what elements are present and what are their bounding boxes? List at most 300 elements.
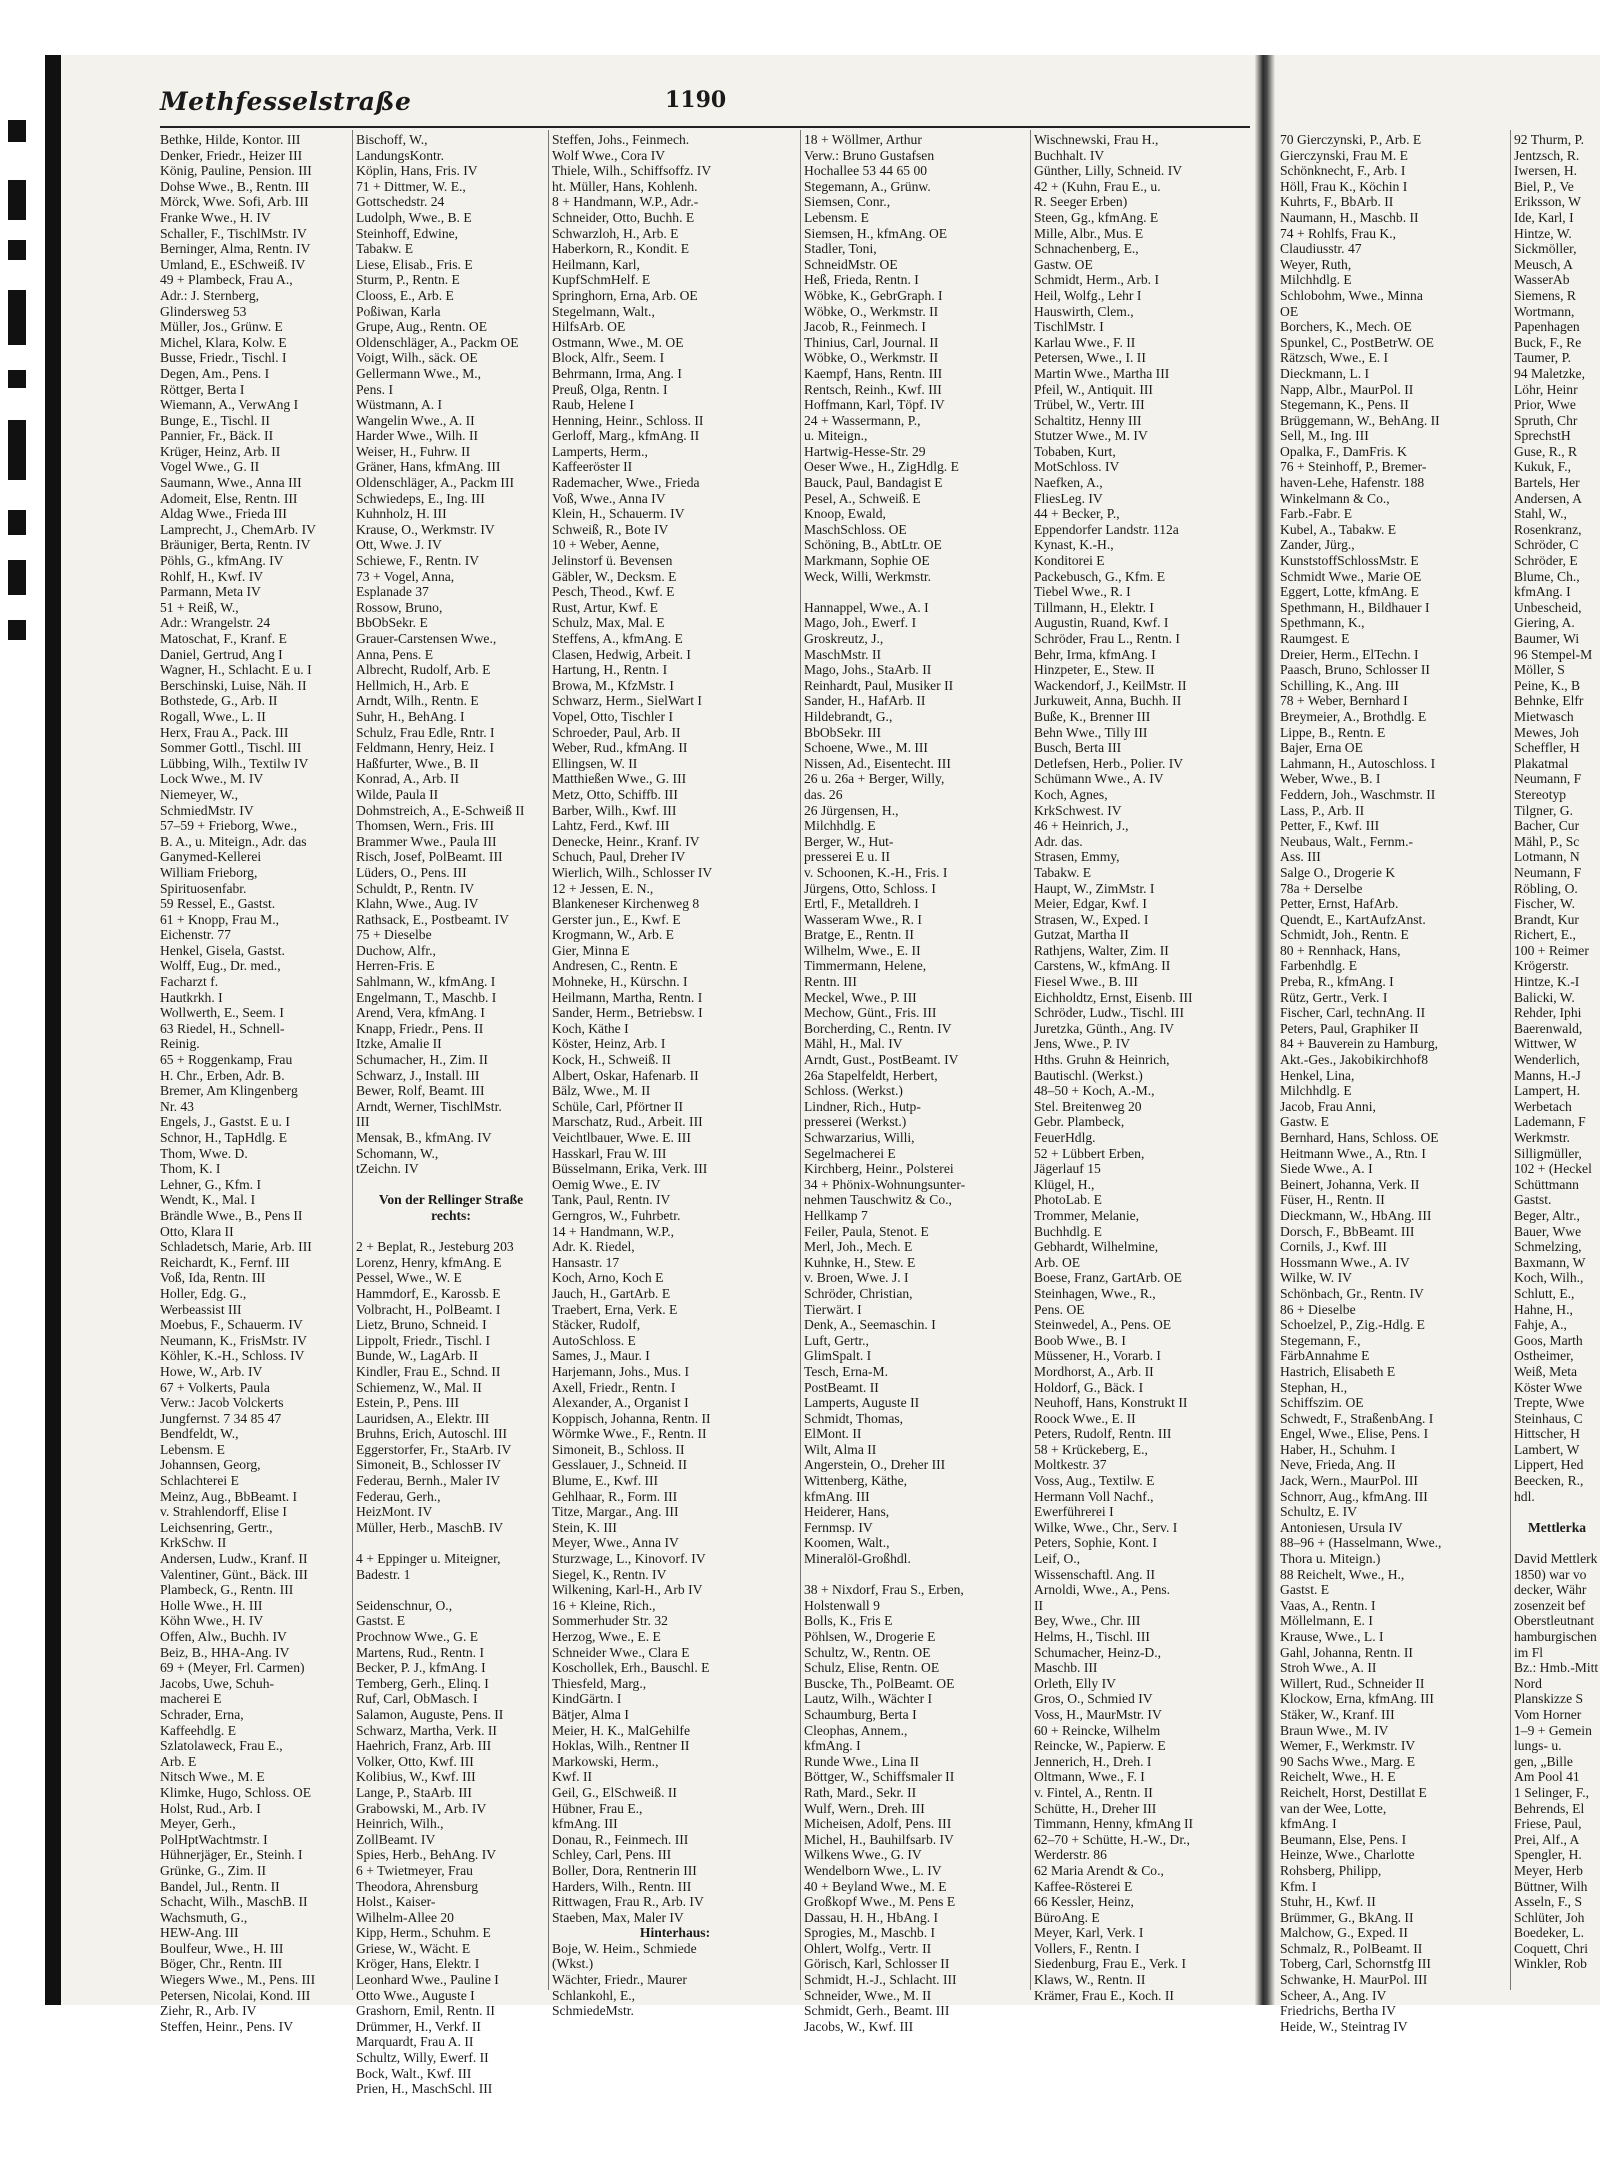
directory-entry: Herzog, Wwe., E. E: [552, 1629, 661, 1644]
directory-entry: KrkSchw. II: [160, 1535, 227, 1551]
directory-entry: [356, 1224, 546, 1240]
directory-entry: Fiesel Wwe., B. III: [1034, 974, 1138, 990]
directory-entry: Ewerführerei I: [1034, 1504, 1114, 1520]
directory-entry: Dreier, Herm., ElTechn. I: [1280, 646, 1419, 662]
directory-entry: Rittwagen, Frau R., Arb. IV: [552, 1894, 704, 1910]
directory-entry: Rath, Mard., Sekr. II: [804, 1784, 917, 1800]
directory-entry: Eggert, Lotte, kfmAng. E: [1280, 584, 1419, 600]
directory-entry: Steen, Gg., kfmAng. E: [1034, 209, 1159, 225]
directory-entry: Milchhdlg. E: [804, 818, 876, 834]
directory-entry: Lambert, W: [1514, 1441, 1580, 1457]
directory-entry: Beiz, B., HHA-Ang. IV: [160, 1644, 290, 1660]
directory-entry: Rossow, Bruno,: [356, 599, 443, 615]
directory-entry: [356, 1582, 546, 1598]
directory-entry: Angerstein, O., Dreher III: [804, 1457, 946, 1473]
directory-entry: BbObSekr. E: [356, 615, 428, 631]
directory-entry: Rütz, Gertr., Verk. I: [1280, 989, 1388, 1005]
directory-entry: Behnke, Elfr: [1514, 693, 1584, 709]
directory-entry: Simoneit, B., Schloss. II: [552, 1441, 685, 1457]
directory-entry: Knapp, Friedr., Pens. II: [356, 1020, 484, 1036]
directory-entry: Segelmacherei E: [804, 1145, 896, 1161]
directory-entry: Siegel, K., Rentn. IV: [552, 1566, 667, 1582]
directory-entry: Schroeder, Paul, Arb. II: [552, 724, 681, 740]
directory-entry: Lübbing, Wilh., Textilw IV: [160, 755, 309, 771]
directory-entry: Jurkuweit, Anna, Buchh. II: [1034, 693, 1182, 709]
directory-entry: 46 + Heinrich, J.,: [1034, 818, 1129, 834]
directory-entry: Volbracht, H., PolBeamt. I: [356, 1301, 501, 1317]
directory-entry: H. Chr., Erben, Adr. B.: [160, 1067, 285, 1083]
directory-entry: Arend, Vera, kfmAng. I: [356, 1005, 485, 1021]
directory-entry: Dassau, H. H., HbAng. I: [804, 1909, 939, 1925]
directory-entry: 52 + Lübbert Erben,: [1034, 1145, 1145, 1161]
directory-entry: hdl.: [1514, 1488, 1535, 1504]
directory-entry: Bendfeldt, W.,: [160, 1426, 239, 1442]
directory-entry: Hossmann Wwe., A. IV: [1280, 1254, 1410, 1270]
directory-entry: Schuldt, P., Rentn. IV: [356, 880, 475, 896]
directory-entry: Gäbler, W., Decksm. E: [552, 568, 677, 584]
directory-column: [160, 132, 350, 2034]
directory-entry: Umland, E., ESchweiß. IV: [160, 256, 306, 272]
page-number: 1190: [665, 87, 727, 113]
directory-entry: Gier, Minna E: [552, 942, 630, 958]
directory-entry: Schöning, B., AbtLtr. OE: [804, 537, 942, 553]
directory-entry: 62 Maria Arendt & Co.,: [1034, 1862, 1164, 1878]
directory-entry: Wöbke, K., GebrGraph. I: [804, 287, 943, 303]
directory-entry: Peters, Sophie, Kont. I: [1034, 1535, 1158, 1551]
directory-entry: Rätzsch, Wwe., E. I: [1280, 350, 1389, 366]
directory-entry: Voss, H., MaurMstr. IV: [1034, 1706, 1162, 1722]
directory-entry: Theodora, Ahrensburg: [356, 1878, 479, 1894]
directory-entry: Mettlerka: [1527, 1519, 1587, 1535]
directory-entry: Schütte, H., Dreher III: [1034, 1800, 1157, 1816]
directory-entry: Alexander, A., Organist I: [552, 1395, 689, 1411]
directory-entry: kfmAng. I: [804, 1738, 861, 1754]
directory-entry: Schiemenz, W., Mal. II: [356, 1379, 482, 1395]
directory-entry: TischlMstr. I: [1034, 319, 1104, 335]
directory-column: [552, 132, 798, 2019]
directory-entry: Voß, Ida, Rentn. III: [160, 1270, 266, 1286]
directory-entry: Daniel, Gertrud, Ang I: [160, 646, 283, 662]
directory-entry: Juretzka, Günth., Ang. IV: [1034, 1020, 1175, 1036]
directory-entry: Hartung, H., Rentn. I: [552, 662, 668, 678]
directory-entry: 38 + Nixdorf, Frau S., Erben,: [804, 1582, 964, 1598]
directory-entry: Nord: [1514, 1675, 1542, 1691]
directory-entry: Vom Horner: [1514, 1706, 1582, 1722]
directory-entry: das. 26: [804, 786, 843, 802]
directory-entry: 70 Gierczynski, P., Arb. E: [1280, 132, 1422, 147]
directory-entry: Bratge, E., Rentn. II: [804, 927, 914, 943]
directory-entry: Müssener, H., Vorarb. I: [1034, 1348, 1161, 1364]
directory-entry: Blume, E., Kwf. III: [552, 1473, 659, 1489]
directory-entry: Schacht, Wilh., MaschB. II: [160, 1894, 308, 1910]
directory-entry: Borcherding, C., Rentn. IV: [804, 1020, 952, 1036]
directory-entry: Bernhard, Hans, Schloss. OE: [1280, 1130, 1439, 1145]
directory-entry: FeuerHdlg.: [1034, 1130, 1096, 1145]
directory-entry: 26 Jürgensen, H.,: [804, 802, 899, 818]
directory-entry: 14 + Handmann, W.P.,: [552, 1223, 675, 1239]
directory-entry: Reichelt, Horst, Destillat E: [1280, 1784, 1427, 1800]
directory-entry: Wendt, K., Mal. I: [160, 1192, 256, 1208]
directory-entry: kfmAng. III: [804, 1488, 870, 1504]
directory-entry: Schönknecht, F., Arb. I: [1280, 163, 1406, 179]
directory-entry: Packebusch, G., Kfm. E: [1034, 568, 1165, 584]
directory-entry: Hinterhaus:: [639, 1925, 711, 1941]
directory-entry: Coquett, Chri: [1514, 1940, 1589, 1956]
directory-entry: 1850) war vo: [1514, 1566, 1587, 1582]
directory-entry: Degen, Am., Pens. I: [160, 365, 270, 381]
directory-entry: Weiß, Meta: [1514, 1363, 1578, 1379]
street-title: Methfesselstraße: [160, 87, 412, 116]
directory-entry: Schwiedeps, E., Ing. III: [356, 490, 485, 506]
directory-entry: Adr.: Wrangelstr. 24: [160, 615, 271, 631]
directory-entry: Gastst.: [1514, 1192, 1552, 1208]
directory-entry: Albert, Oskar, Hafenarb. II: [552, 1067, 699, 1083]
directory-entry: Siede Wwe., A. I: [1280, 1161, 1373, 1177]
directory-entry: Lebensm. E: [160, 1441, 225, 1457]
directory-entry: Boob Wwe., B. I: [1034, 1332, 1126, 1348]
directory-entry: Gehlhaar, R., Form. III: [552, 1488, 678, 1504]
directory-entry: [1514, 1535, 1600, 1551]
directory-entry: Boje, W. Heim., Schmiede: [552, 1940, 697, 1956]
directory-entry: v. Fintel, A., Rentn. II: [1034, 1784, 1153, 1800]
directory-entry: Taumer, P.: [1514, 350, 1572, 366]
directory-entry: Staeben, Max, Maler IV: [552, 1909, 684, 1925]
directory-entry: Schweiß, R., Bote IV: [552, 521, 669, 537]
directory-entry: 69 + (Meyer, Frl. Carmen): [160, 1660, 305, 1676]
column-divider: [1030, 130, 1031, 1990]
directory-entry: Jacob, R., Feinmech. I: [804, 319, 926, 335]
directory-entry: Schumacher, Heinz-D.,: [1034, 1644, 1162, 1660]
directory-entry: im Fl: [1514, 1644, 1544, 1660]
directory-entry: Boller, Dora, Rentnerin III: [552, 1862, 697, 1878]
directory-entry: Harjemann, Johs., Mus. I: [552, 1363, 690, 1379]
directory-entry: Müller, Herb., MaschB. IV: [356, 1519, 504, 1535]
directory-entry: Tesch, Erna-M.: [804, 1363, 888, 1379]
directory-entry: Franke Wwe., H. IV: [160, 209, 271, 225]
directory-entry: Werbeassist III: [160, 1301, 242, 1317]
directory-entry: Schwarzarius, Willi,: [804, 1130, 915, 1145]
directory-entry: Behrends, El: [1514, 1800, 1585, 1816]
directory-entry: Lindner, Rich., Hutp-: [804, 1098, 921, 1114]
directory-entry: Schlachterei E: [160, 1473, 239, 1489]
directory-entry: Hasskarl, Frau W. III: [552, 1145, 667, 1161]
directory-entry: Hauswirth, Clem.,: [1034, 303, 1134, 319]
directory-entry: Schröder, Ludw., Tischl. III: [1034, 1005, 1184, 1021]
directory-entry: Weyer, Ruth,: [1280, 256, 1352, 272]
directory-entry: Schmidt, H.-J., Schlacht. III: [804, 1972, 957, 1988]
directory-entry: Brandt, Kur: [1514, 911, 1579, 927]
directory-entry: Papenhagen: [1514, 319, 1580, 335]
directory-entry: Lampert, H.: [1514, 1083, 1581, 1099]
directory-entry: Gesslauer, J., Schneid. II: [552, 1457, 687, 1473]
directory-entry: Reichelt, Wwe., H. E: [1280, 1769, 1396, 1785]
directory-entry: [356, 1177, 546, 1193]
directory-entry: Jungfernst. 7 34 85 47: [160, 1410, 282, 1426]
directory-entry: Leif, O.,: [1034, 1551, 1081, 1567]
directory-entry: Holst, Rud., Arb. I: [160, 1800, 261, 1816]
directory-entry: Stuhr, H., Kwf. II: [1280, 1894, 1376, 1910]
directory-entry: Büsselmann, Erika, Verk. III: [552, 1161, 708, 1177]
directory-entry: Peters, Rudolf, Rentn. III: [1034, 1426, 1172, 1442]
directory-entry: Voß, Wwe., Anna IV: [552, 490, 666, 506]
directory-entry: Rohsberg, Philipp,: [1280, 1862, 1382, 1878]
directory-entry: Fischer, W.: [1514, 896, 1576, 912]
directory-entry: 102 + (Heckel: [1514, 1161, 1592, 1177]
directory-entry: Lamprecht, J., ChemArb. IV: [160, 521, 316, 537]
directory-entry: Mille, Albr., Mus. E: [1034, 225, 1144, 241]
directory-entry: Petter, Ernst, HafArb.: [1280, 896, 1399, 912]
directory-entry: Wulf, Wern., Dreh. III: [804, 1800, 925, 1816]
directory-entry: Marquardt, Frau A. II: [356, 2034, 474, 2050]
directory-entry: Schönbach, Gr., Rentn. IV: [1280, 1285, 1424, 1301]
directory-entry: Thiesfeld, Marg.,: [552, 1675, 647, 1691]
directory-entry: Richert, E.,: [1514, 927, 1576, 943]
directory-entry: ht. Müller, Hans, Kohlenh.: [552, 178, 698, 194]
directory-entry: Schaltitz, Henny III: [1034, 412, 1142, 428]
directory-entry: Werkmstr.: [1514, 1130, 1570, 1145]
directory-entry: Stegemann, K., Pens. II: [1280, 397, 1409, 413]
directory-entry: Schröder, E: [1514, 553, 1578, 569]
directory-entry: Ide, Karl, I: [1514, 209, 1574, 225]
directory-entry: Lippolt, Friedr., Tischl. I: [356, 1332, 491, 1348]
directory-entry: Ott, Wwe. J. IV: [356, 537, 442, 553]
directory-entry: Gräner, Hans, kfmAng. III: [356, 459, 501, 475]
directory-entry: Gerster jun., E., Kwf. E: [552, 911, 681, 927]
directory-entry: Sander, Herm., Betriebsw. I: [552, 1005, 703, 1021]
directory-entry: Klein, H., Schauerm. IV: [552, 506, 685, 522]
directory-entry: Michel, Klara, Kolw. E: [160, 334, 287, 350]
directory-entry: Dohse Wwe., B., Rentn. III: [160, 178, 309, 194]
directory-entry: Fernmsp. IV: [804, 1519, 873, 1535]
directory-entry: Duchow, Alfr.,: [356, 942, 436, 958]
directory-entry: haven-Lehe, Hafenstr. 188: [1280, 475, 1425, 491]
directory-entry: Eppendorfer Landstr. 112a: [1034, 521, 1179, 537]
directory-entry: Günther, Lilly, Schneid. IV: [1034, 163, 1183, 179]
directory-entry: van der Wee, Lotte,: [1280, 1800, 1387, 1816]
directory-entry: Kwf. II: [552, 1769, 593, 1785]
directory-entry: Martens, Rud., Rentn. I: [356, 1644, 484, 1660]
directory-entry: 66 Kessler, Heinz,: [1034, 1894, 1134, 1910]
directory-entry: Drümmer, H., Verkf. II: [356, 2018, 481, 2034]
directory-entry: Schiewe, F., Rentn. IV: [356, 553, 480, 569]
directory-entry: BbObSekr. III: [804, 724, 882, 740]
directory-entry: Schulz, Max, Mal. E: [552, 615, 665, 631]
directory-entry: Grashorn, Emil, Rentn. II: [356, 2003, 495, 2019]
directory-entry: Wemer, F., Werkmstr. IV: [1280, 1738, 1416, 1754]
directory-entry: Lautz, Wilh., Wächter I: [804, 1691, 933, 1707]
directory-entry: Hildebrandt, G.,: [804, 708, 893, 724]
directory-entry: Arnoldi, Wwe., A., Pens.: [1034, 1582, 1171, 1598]
directory-entry: III: [356, 1114, 370, 1130]
directory-entry: Krämer, Frau E., Koch. II: [1034, 1987, 1174, 2003]
directory-entry: Petersen, Nicolai, Kond. III: [160, 1987, 311, 2003]
directory-entry: KupfSchmHelf. E: [552, 272, 651, 288]
page-header: [160, 85, 1250, 125]
directory-entry: Mähl, H., Mal. IV: [804, 1036, 903, 1052]
directory-entry: 1 Selinger, F.,: [1514, 1784, 1590, 1800]
directory-entry: Möller, S: [1514, 662, 1565, 678]
directory-entry: Hammdorf, E., Karossb. E: [356, 1285, 501, 1301]
directory-entry: Scheer, A., Ang. IV: [1280, 1987, 1387, 2003]
directory-entry: Wilhelm-Allee 20: [356, 1909, 454, 1925]
directory-entry: Moebus, F., Schauerm. IV: [160, 1317, 303, 1333]
directory-entry: Wörmke Wwe., F., Rentn. II: [552, 1426, 707, 1442]
directory-entry: Paasch, Bruno, Schlosser II: [1280, 662, 1430, 678]
directory-entry: Markowski, Herm.,: [552, 1753, 659, 1769]
directory-entry: [804, 584, 1028, 600]
directory-entry: Facharzt f.: [160, 974, 219, 990]
directory-entry: Pfeil, W., Antiquit. III: [1034, 381, 1153, 397]
directory-entry: Axell, Friedr., Rentn. I: [552, 1379, 676, 1395]
directory-entry: Hartwig-Hesse-Str. 29: [804, 443, 926, 459]
directory-entry: Hintze, K.-I: [1514, 974, 1580, 990]
directory-entry: Braun Wwe., M. IV: [1280, 1722, 1389, 1738]
directory-entry: Kubel, A., Tabakw. E: [1280, 521, 1397, 537]
directory-entry: Trommer, Melanie,: [1034, 1207, 1140, 1223]
directory-entry: Lock Wwe., M. IV: [160, 771, 264, 787]
directory-entry: Vaas, A., Rentn. I: [1280, 1597, 1376, 1613]
directory-entry: Thora u. Miteign.): [1280, 1551, 1381, 1567]
directory-entry: II: [1034, 1597, 1044, 1613]
directory-entry: Lahmann, H., Autoschloss. I: [1280, 755, 1436, 771]
directory-entry: Neve, Frieda, Ang. II: [1280, 1457, 1396, 1473]
directory-entry: Bräuniger, Berta, Rentn. IV: [160, 537, 311, 553]
directory-entry: Klügel, H.,: [1034, 1176, 1095, 1192]
directory-entry: Badestr. 1: [356, 1566, 411, 1582]
directory-entry: Ass. III: [1280, 849, 1321, 865]
directory-entry: 86 + Dieselbe: [1280, 1301, 1356, 1317]
directory-entry: Saumann, Wwe., Anna III: [160, 475, 302, 491]
directory-entry: Hoffmann, Karl, Töpf. IV: [804, 397, 945, 413]
directory-entry: Meyer, Wwe., Anna IV: [552, 1535, 679, 1551]
directory-entry: Adr.: J. Sternberg,: [160, 287, 260, 303]
directory-entry: Mähl, P., Sc: [1514, 833, 1580, 849]
directory-entry: Schmidt Wwe., Marie OE: [1280, 568, 1422, 584]
directory-entry: Andresen, C., Rentn. E: [552, 958, 678, 974]
directory-entry: Heide, W., Steintrag IV: [1280, 2018, 1408, 2034]
directory-entry: 12 + Jessen, E. N.,: [552, 880, 654, 896]
directory-entry: Spies, Herb., BehAng. IV: [356, 1847, 497, 1863]
directory-entry: KrkSchwest. IV: [1034, 802, 1122, 818]
directory-entry: 88 Reichelt, Wwe., H.,: [1280, 1566, 1405, 1582]
directory-entry: Schulz, Elise, Rentn. OE: [804, 1660, 940, 1676]
directory-entry: Schwedt, F., StraßenbAng. I: [1280, 1410, 1434, 1426]
directory-entry: Steinhoff, Edwine,: [356, 225, 459, 241]
directory-entry: Wangelin Wwe., A. II: [356, 412, 475, 428]
directory-entry: Schnachenberg, E.,: [1034, 241, 1139, 257]
directory-entry: Röbling, O.: [1514, 880, 1578, 896]
directory-entry: SprechstH: [1514, 428, 1571, 444]
directory-entry: Trübel, W., Vertr. III: [1034, 397, 1145, 413]
directory-entry: Brändle Wwe., B., Pens II: [160, 1207, 303, 1223]
directory-entry: Albrecht, Rudolf, Arb. E: [356, 662, 491, 678]
directory-entry: Herx, Frau A., Pack. III: [160, 724, 289, 740]
directory-entry: Steffen, Heinr., Pens. IV: [160, 2018, 294, 2034]
directory-entry: 26a Stapelfeldt, Herbert,: [804, 1067, 938, 1083]
directory-entry: Pesel, A., Schweiß. E: [804, 490, 921, 506]
directory-entry: Quendt, E., KartAufzAnst.: [1280, 911, 1426, 927]
directory-entry: 26 u. 26a + Berger, Willy,: [804, 771, 945, 787]
directory-entry: Schwarz, J., Install. III: [356, 1067, 480, 1083]
directory-entry: Martin Wwe., Martha III: [1034, 365, 1170, 381]
directory-entry: Feiler, Paula, Stenot. E: [804, 1223, 929, 1239]
column-divider: [1510, 130, 1511, 1990]
directory-entry: Schmidt, Gerh., Beamt. III: [804, 2003, 950, 2019]
directory-entry: 94 Maletzke,: [1514, 365, 1585, 381]
directory-entry: Lange, P., StaArb. III: [356, 1784, 472, 1800]
directory-entry: Thom, Wwe. D.: [160, 1145, 248, 1161]
directory-entry: Heitmann Wwe., A., Rtn. I: [1280, 1145, 1426, 1161]
directory-entry: Koomen, Walt.,: [804, 1535, 890, 1551]
directory-entry: David Mettlerk: [1514, 1551, 1598, 1567]
directory-entry: Hastrich, Elisabeth E: [1280, 1363, 1396, 1379]
directory-entry: Naumann, H., Maschb. II: [1280, 209, 1419, 225]
directory-entry: Oldenschläger, A., Packm III: [356, 475, 515, 491]
directory-entry: kfmAng. I: [1514, 584, 1571, 600]
directory-entry: Gros, O., Schmied IV: [1034, 1691, 1153, 1707]
directory-entry: Füser, H., Rentn. II: [1280, 1192, 1385, 1208]
directory-entry: Koschollek, Erh., Bauschl. E: [552, 1660, 710, 1676]
directory-entry: Geil, G., ElSchweiß. II: [552, 1784, 677, 1800]
directory-entry: Pannier, Fr., Bäck. II: [160, 428, 274, 444]
directory-entry: Ganymed-Kellerei: [160, 849, 262, 865]
directory-entry: [356, 1535, 546, 1551]
directory-entry: Reinig.: [160, 1036, 200, 1052]
directory-entry: Suhr, H., BehAng. I: [356, 708, 465, 724]
directory-entry: Carstens, W., kfmAng. II: [1034, 958, 1171, 974]
directory-entry: Wasseram Wwe., R. I: [804, 911, 922, 927]
directory-entry: Röttger, Berta I: [160, 381, 245, 397]
directory-entry: Spethmann, K.,: [1280, 615, 1365, 631]
directory-entry: Am Pool 41: [1514, 1769, 1580, 1785]
directory-entry: PhotoLab. E: [1034, 1192, 1102, 1208]
directory-entry: Rust, Artur, Kwf. E: [552, 599, 658, 615]
directory-entry: Oemig Wwe., E. IV: [552, 1176, 661, 1192]
directory-entry: Wilkens Wwe., G. IV: [804, 1847, 922, 1863]
directory-entry: Jägerlauf 15: [1034, 1161, 1101, 1177]
directory-entry: Griese, W., Wächt. E: [356, 1940, 471, 1956]
directory-entry: Gastst. E: [1280, 1582, 1330, 1598]
directory-entry: Bätjer, Alma I: [552, 1706, 629, 1722]
directory-entry: SchmiedMstr. IV: [160, 802, 254, 818]
directory-entry: Buscke, Th., PolBeamt. OE: [804, 1675, 955, 1691]
directory-entry: Heiderer, Hans,: [804, 1504, 890, 1520]
directory-entry: Arb. OE: [1034, 1254, 1081, 1270]
directory-entry: Berger, W., Hut-: [804, 833, 894, 849]
directory-entry: Planskizze S: [1514, 1691, 1584, 1707]
directory-entry: Hittscher, H: [1514, 1426, 1580, 1442]
directory-entry: Cleophas, Annem.,: [804, 1722, 908, 1738]
directory-entry: Stäcker, Rudolf,: [552, 1317, 641, 1333]
directory-entry: 49 + Plambeck, Frau A.,: [160, 272, 293, 288]
directory-entry: Grabowski, M., Arb. IV: [356, 1800, 487, 1816]
directory-entry: Tabakw. E: [356, 241, 414, 257]
directory-entry: Schwarzloh, H., Arb. E: [552, 225, 679, 241]
directory-entry: Lotmann, N: [1514, 849, 1580, 865]
directory-entry: 65 + Roggenkamp, Frau: [160, 1052, 293, 1068]
directory-entry: Jack, Wern., MaurPol. III: [1280, 1473, 1418, 1489]
directory-entry: Bunge, E., Tischl. II: [160, 412, 270, 428]
directory-entry: Runde Wwe., Lina II: [804, 1753, 919, 1769]
directory-entry: Stein, K. III: [552, 1519, 617, 1535]
directory-entry: Steinhaus, C: [1514, 1410, 1583, 1426]
directory-entry: Wollwerth, E., Seem. I: [160, 1005, 284, 1021]
directory-entry: Tiebel Wwe., R. I: [1034, 584, 1131, 600]
directory-entry: Estein, P., Pens. III: [356, 1395, 460, 1411]
directory-entry: Arndt, Wilh., Rentn. E: [356, 693, 479, 709]
directory-entry: Neubaus, Walt., Fernm.-: [1280, 833, 1414, 849]
page-gutter: [1255, 55, 1275, 2005]
